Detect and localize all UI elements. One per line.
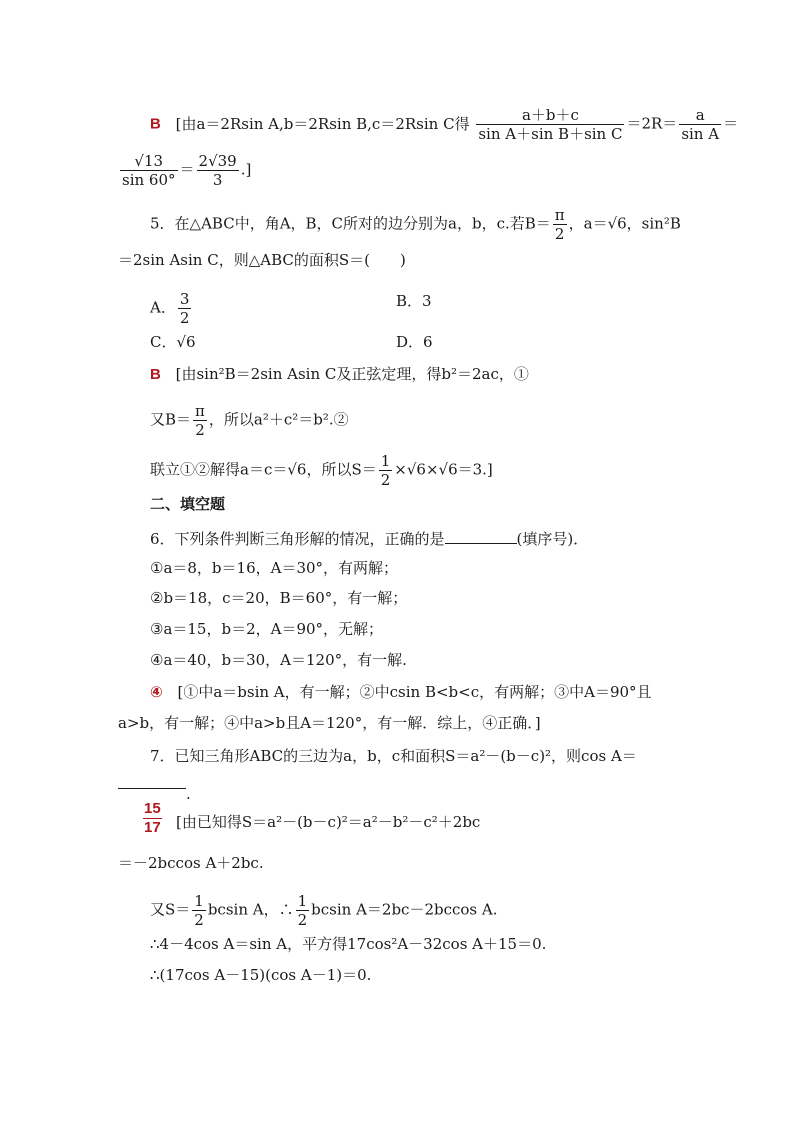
q4-fraction-1: $\frac{a+b+c}{\text{sin A＋sin B＋sin C}}$ — [478, 106, 623, 143]
q6-stem: 6．下列条件判断三角形解的情况，正确的是 (填序号)． — [150, 527, 588, 549]
q5-sol-fraction-2: $\frac{1}{2}$ — [380, 452, 391, 489]
q4-solution-line2: $\frac{√13}{\sin 60^\circ}$ ＝ $\frac{2√39}{3}$ .] — [122, 152, 252, 189]
q6-item-1: ①a＝8，b＝16，A＝30°，有两解； — [150, 559, 399, 577]
q6-item-4: ④a＝40，b＝30，A＝120°，有一解. — [150, 651, 407, 669]
q6-solution-line1: ④ [①中a＝bsin A，有一解；②中csin B<b<c，有两解；③中A＝90°且 — [150, 683, 652, 701]
q6-answer: ④ — [150, 684, 163, 701]
q7-sol-fraction-1: $\frac{1}{2}$ — [194, 892, 204, 929]
q5-solution-line3: 联立①②解得a＝c＝√6，所以S＝ $\frac{1}{2}$ ×√6×√6＝3.] — [150, 452, 493, 489]
q5-stem-line2: ＝2sin Asin C，则△ABC的面积S＝( ) — [118, 251, 406, 269]
q6-solution-line2: a>b，有一解；④中a>b且A＝120°，有一解．综上，④正确．] — [118, 714, 541, 732]
q6-answer-blank — [445, 527, 517, 544]
q4-fraction-2: $\frac{a}{\text{sin A}}$ — [681, 106, 720, 143]
q5-option-a: A． $\frac{3}{2}$ — [150, 290, 190, 327]
q6-item-2: ②b＝18，c＝20，B＝60°，有一解； — [150, 589, 408, 607]
q6-item-3: ③a＝15，b＝2，A＝90°，无解； — [150, 620, 384, 638]
q5-option-d: D．6 — [396, 333, 433, 351]
q7-stem-line1: 7．已知三角形ABC的三边为a，b，c和面积S＝a²－(b－c)²，则cos A＝ — [150, 747, 637, 765]
q5-stem-line1: 5．在△ABC中，角A，B，C所对的边分别为a，b，c.若B＝ $\frac{\pi}{2}$ ，a＝√6，sin²B — [150, 206, 681, 243]
q7-stem-period: . — [186, 785, 191, 803]
q5-sol-fraction-1: $\frac{\pi}{2}$ — [195, 402, 205, 439]
q7-sol-fraction-2: $\frac{1}{2}$ — [297, 892, 308, 929]
q5-solution-line2: 又B＝ $\frac{\pi}{2}$ ，所以a²＋c²＝b².② — [150, 402, 349, 439]
q7-solution-line3: 又S＝ $\frac{1}{2}$ bcsin A，∴ $\frac{1}{2}$ bcsin A＝2bc－2bccos A. — [150, 892, 498, 929]
section-heading: 二、填空题 — [150, 496, 226, 513]
q4-answer: B — [150, 115, 161, 133]
q7-solution-line4: ∴4－4cos A＝sin A，平方得17cos²A－32cos A＋15＝0. — [150, 935, 547, 953]
q4-sol-text: [由a＝2Rsin A,b＝2Rsin B,c＝2Rsin C得 — [175, 114, 470, 133]
q4-fraction-3: $\frac{√13}{\sin 60^\circ}$ — [122, 152, 176, 189]
q5-stem-fraction: $\frac{\pi}{2}$ — [554, 206, 565, 243]
q4-solution-line1: B [由a＝2Rsin A,b＝2Rsin B,c＝2Rsin C得 $\frac{a+b+c}{\text{sin A＋sin B＋sin C}}$ ＝2R＝ $\frac{a}{\text{sin A}}$ ＝ — [150, 106, 739, 143]
q5-option-b: B．3 — [396, 292, 432, 310]
q4-fraction-4: $\frac{2√39}{3}$ — [198, 152, 237, 189]
q5-solution-line1: B [由sin²B＝2sin Asin C及正弦定理，得b²＝2ac，① — [150, 365, 529, 383]
q5-answer: B — [150, 366, 161, 383]
q5-option-a-fraction: $\frac{3}{2}$ — [179, 290, 190, 327]
q7-solution-line1: [由已知得S＝a²－(b－c)²＝a²－b²－c²＋2bc — [176, 813, 481, 831]
q7-answer-fraction: $\frac{15}{17}$ — [144, 800, 161, 836]
q7-answer-blank — [118, 788, 186, 789]
q5-option-c: C．√6 — [150, 333, 196, 351]
q7-solution-line5: ∴(17cos A－15)(cos A－1)＝0. — [150, 966, 372, 984]
q7-solution-line2: ＝－2bccos A＋2bc. — [118, 854, 264, 872]
